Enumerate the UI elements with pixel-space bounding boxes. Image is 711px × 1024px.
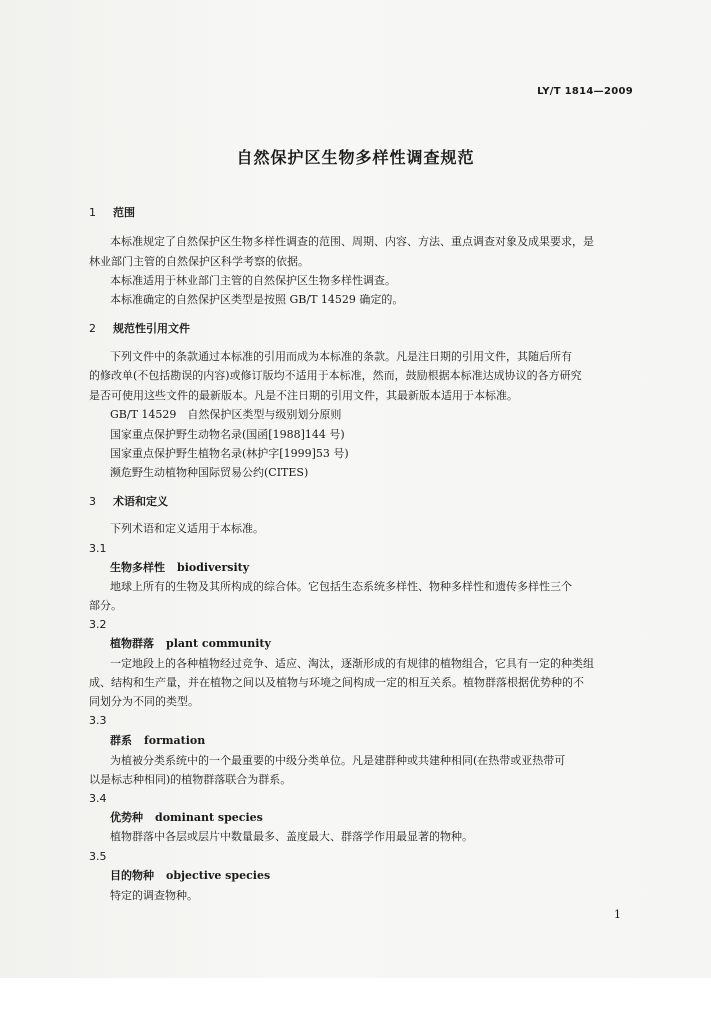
term-en: biodiversity	[177, 561, 250, 574]
section-3-heading	[89, 495, 168, 509]
term-zh: 生物多样性	[110, 561, 165, 574]
term-number: 3.2	[89, 618, 107, 631]
term-number: 3.4	[89, 792, 107, 805]
term-en: objective species	[166, 869, 271, 882]
section-3-title: 术语和定义	[113, 495, 168, 508]
section-2-line: 的修改单(不包括勘误的内容)或修订版均不适用于本标准，然而，鼓励根据本标准达成协议的各方研究	[89, 369, 582, 382]
section-3-intro: 下列术语和定义适用于本标准。	[110, 522, 264, 535]
term-en: formation	[144, 734, 206, 747]
term-heading	[110, 869, 270, 883]
term-zh: 植物群落	[110, 637, 154, 650]
term-zh: 群系	[110, 734, 132, 747]
term-definition: 以是标志种相同)的植物群落联合为群系。	[89, 773, 292, 786]
standard-number: LY/T 1814—2009	[537, 86, 633, 97]
term-definition: 部分。	[89, 599, 122, 612]
section-2-line: 下列文件中的条款通过本标准的引用而成为本标准的条款。凡是注日期的引用文件，其随后所有	[110, 350, 572, 363]
term-definition: 植物群落中各层或层片中数量最多、盖度最大、群落学作用最显著的物种。	[110, 830, 473, 843]
section-2-number: 2	[89, 322, 96, 335]
term-heading	[110, 734, 205, 748]
reference-item: 濒危野生动植物种国际贸易公约(CITES)	[110, 466, 309, 479]
term-definition: 一定地段上的各种植物经过竞争、适应、淘汰，逐渐形成的有规律的植物组合，它具有一定的种类组	[110, 657, 594, 670]
term-definition: 地球上所有的生物及其所构成的综合体。它包括生态系统多样性、物种多样性和遗传多样性三个	[110, 580, 572, 593]
section-1-line: 本标准确定的自然保护区类型是按照 GB/T 14529 确定的。	[110, 293, 404, 306]
section-1-line: 林业部门主管的自然保护区科学考察的依据。	[89, 255, 309, 268]
section-1-number: 1	[89, 206, 96, 219]
term-number: 3.1	[89, 542, 107, 555]
section-2-title: 规范性引用文件	[113, 322, 190, 335]
section-1-line: 本标准适用于林业部门主管的自然保护区生物多样性调查。	[110, 274, 396, 287]
term-definition: 为植被分类系统中的一个最重要的中级分类单位。凡是建群种或共建种相同(在热带或亚热带可	[110, 754, 566, 767]
section-1-heading	[89, 206, 135, 220]
term-en: dominant species	[155, 811, 263, 824]
section-2-line: 是否可使用这些文件的最新版本。凡是不注日期的引用文件，其最新版本适用于本标准。	[89, 389, 518, 402]
section-1-line: 本标准规定了自然保护区生物多样性调查的范围、周期、内容、方法、重点调查对象及成果要求，是	[110, 235, 594, 248]
section-3-number: 3	[89, 495, 96, 508]
term-en: plant community	[166, 637, 271, 650]
term-definition: 同划分为不同的类型。	[89, 695, 199, 708]
document-title: 自然保护区生物多样性调查规范	[236, 148, 475, 167]
term-zh: 目的物种	[110, 869, 154, 882]
term-definition: 特定的调查物种。	[110, 889, 198, 902]
section-1-title: 范围	[113, 206, 135, 219]
term-heading	[110, 561, 249, 575]
scan-bottom-margin	[0, 978, 711, 1024]
section-2-heading	[89, 322, 190, 336]
term-heading	[110, 637, 271, 651]
reference-item: 国家重点保护野生动物名录(国函[1988]144 号)	[110, 428, 345, 441]
term-number: 3.3	[89, 714, 107, 727]
reference-item: GB/T 14529 自然保护区类型与级别划分原则	[110, 408, 342, 421]
page-number: 1	[614, 908, 621, 921]
reference-item: 国家重点保护野生植物名录(林护字[1999]53 号)	[110, 447, 349, 460]
term-zh: 优势种	[110, 811, 143, 824]
term-heading	[110, 811, 263, 825]
term-number: 3.5	[89, 850, 107, 863]
term-definition: 成、结构和生产量，并在植物之间以及植物与环境之间构成一定的相互关系。植物群落根据优势种的不	[89, 676, 584, 689]
